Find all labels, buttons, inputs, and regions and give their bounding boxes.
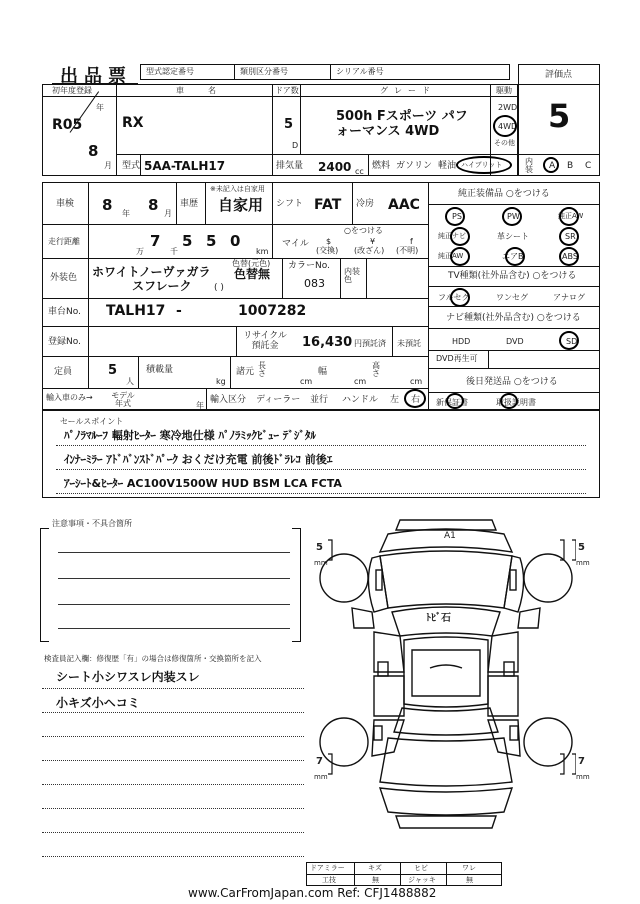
divider [366,258,367,298]
car-diagram [316,512,576,872]
watermark: www.CarFromJapan.com Ref: CFJ1488882 [188,886,437,900]
divider [300,84,301,154]
divider [272,84,273,154]
divider [42,96,518,97]
equip-abs-circle [559,247,579,266]
equip-pw: PW [507,212,520,221]
sales-points-label: セールスポイント [60,417,124,426]
chassis-label: 車台No. [48,307,81,317]
drive-label: 駆動 [496,86,512,95]
equip-pw-circle [502,207,522,226]
legend-r2: 無 [372,876,379,884]
first-reg-label: 初年度登録 [52,86,92,95]
legend-r1: 工技 [322,876,336,884]
length-cm: cm [300,377,313,386]
model-year-label: モデル年式 [111,391,135,408]
height-cm: cm [410,377,423,386]
import-dealer: ディーラー [256,395,301,405]
interior-a-circle [543,157,559,173]
legend-h4: ワレ [462,864,476,872]
interior-color-label: 内装色 [344,267,360,284]
divider [392,326,393,356]
name-label: 車名 [176,86,240,95]
divider [340,258,341,298]
equip-sr: SR [565,232,576,241]
color-label: 外装色 [50,273,78,283]
divider [42,356,428,357]
drive-other: その他 [494,139,515,147]
drive-4wd-circle [493,115,517,137]
divider [230,356,231,388]
divider [42,298,428,299]
mileage-digit-2: 5 [182,232,193,250]
recycle-value: 16,430 [302,335,353,350]
history-note: ※未記入は自家用 [210,185,265,193]
interior-label: 内装 [525,157,533,174]
mileage-man: 万 [136,247,144,256]
dotted-line [42,688,304,689]
reg-label: 登録No. [48,337,81,347]
grade-line1: 500h Fスポーツ パフ [336,109,468,124]
divider [518,154,600,155]
sales-line1: ﾊﾟﾉﾗﾏﾙｰﾌ 輻射ﾋｰﾀｰ 寒冷地仕様 ﾊﾟﾉﾗﾐｯｸﾋﾞｭｰ ﾃﾞｼﾞﾀﾙ [64,429,316,442]
displacement-label: 排気量 [276,161,304,171]
mileage-digit-3: 5 [206,232,217,250]
divider [368,154,369,176]
divider [138,356,139,388]
equip-navi-circle [450,227,470,246]
year-label: 年 [96,103,104,112]
divider [428,368,600,369]
ac-value: AAC [388,197,420,213]
later-warranty-circle [446,393,464,409]
divider [234,64,235,80]
divider [306,874,502,875]
recycle-unit: 円預託済 [354,339,386,348]
inspect-month: 8 [148,196,159,214]
color-no-label: カラーNo. [288,261,330,271]
grade-label: グレード [380,86,436,95]
import-label: 輸入車のみ→ [46,393,93,402]
model-value: 5AA-TALH17 [144,159,226,173]
mileage-sen: 千 [170,247,178,256]
divider [428,328,600,329]
mileage-km: km [256,247,269,256]
equip-sr-circle [559,227,579,246]
handle-left: 左 [390,395,400,405]
first-reg-value: R05 [52,117,83,133]
shift-value: FAT [314,197,342,213]
note-line [58,604,290,605]
mileage-options-title: ○をつける [344,226,383,235]
displacement-unit: cc [355,167,364,176]
interior-c: C [585,161,592,171]
equip-aw2: 純正AW [438,252,464,260]
divider [488,350,489,368]
genuine-title: 純正装備品 ○をつける [458,189,550,199]
caution-bracket-right [292,528,301,642]
tread-rear-left: 7 [316,756,323,767]
equip-abs: ABS [562,252,578,261]
later-title: 後日発送品 ○をつける [466,377,558,387]
tv-fullseg-circle [450,288,470,307]
divider [446,862,447,886]
equip-airbag-circle [505,247,525,266]
history-value: 自家用 [218,196,264,214]
top-id-box [140,64,510,80]
legend-h3: ヒビ [414,864,428,872]
doors-label: ドア数 [275,86,299,95]
divider [205,182,206,224]
caution-label: 注意事項・不具合箇所 [52,519,132,528]
color-line1: ホワイトノーヴァガラ [92,265,211,279]
inspect-year: 8 [102,196,113,214]
mile-label: マイル [282,239,309,249]
tread-rear-left-mm: mm [314,773,328,781]
divider [272,154,273,176]
tread-front-left: 5 [316,542,323,553]
divider [176,182,177,224]
width-cm: cm [354,377,367,386]
chassis-number: 1007282 [238,303,307,319]
equip-leather: 革シート [497,232,529,241]
equip-aw2-circle [450,247,470,266]
import-parallel: 並行 [310,395,329,405]
tread-front-left-mm: mm [314,559,328,567]
fuel-hybrid-circle [456,156,512,174]
tv-fullseg: フルセグ [438,293,470,302]
class-no-label: 類別区分番号 [240,67,288,76]
divider [140,154,141,176]
sales-line2: ｲﾝﾅｰﾐﾗｰ ｱﾄﾞﾊﾞﾝｽﾄﾞﾊﾟｰｸ おくだけ充電 前後ﾄﾞﾗﾚｺ 前後ｴ [64,453,333,466]
navi-sd: SD [566,337,578,346]
capacity-label: 定員 [54,367,73,377]
divider [88,182,89,388]
divider [116,154,518,155]
doors-value: 5 [284,117,294,132]
handle-right-circle [404,389,426,408]
model-year-unit: 年 [196,401,204,410]
tv-analog: アナログ [553,293,585,302]
chassis-prefix: TALH17 [106,303,166,319]
capacity-value: 5 [108,363,118,378]
tv-title: TV種類(社外品含む) ○をつける [448,271,577,281]
chassis-dash: - [176,303,182,319]
mileage-label: 走行距離 [48,237,80,246]
serial-no-label: シリアル番号 [336,67,384,76]
later-manual-circle [500,393,518,409]
divider [282,258,283,298]
legend-r4: 無 [466,876,473,884]
divider [42,388,428,389]
shift-label: シフト [276,199,304,209]
legend-h2: キズ [368,864,382,872]
divider [42,224,428,225]
inspect-month-unit: 月 [164,209,172,218]
tread-front-right: 5 [578,542,585,553]
equip-aw1-circle [559,207,579,226]
load-unit: kg [216,377,226,386]
dims-label: 諸元 [236,367,255,377]
length-label: 長さ [258,361,266,378]
navi-hdd: HDD [452,337,471,346]
divider [330,64,331,80]
recycle-unpaid: 未預託 [397,339,421,348]
dotted-line [42,712,304,713]
note-line [58,628,290,629]
import-class-label: 輸入区分 [210,395,247,405]
drive-2wd: 2WD [498,103,518,112]
legend-h1: ドアミラー [310,864,345,872]
divider [428,266,600,267]
inspector-line2: 小キズ小ヘコミ [56,696,140,710]
dvd-play: DVD再生可 [436,354,478,363]
later-manual: 取扱説明書 [496,398,536,407]
inspect-year-unit: 年 [122,209,130,218]
capacity-unit: 人 [126,377,134,386]
divider [428,286,600,287]
certified-no-label: 型式認定番号 [146,67,194,76]
recycle-label: リサイクル預託金 [243,331,287,351]
handle-right: 右 [411,395,421,405]
caution-bracket-left [40,528,49,642]
load-label: 積載量 [146,365,174,375]
divider [206,388,207,410]
interior-a: A [549,161,556,171]
drive-4wd: 4WD [498,122,518,131]
dotted-line [42,856,304,857]
doors-unit: D [292,141,299,150]
dotted-line [42,784,304,785]
first-reg-month: 8 [88,142,99,160]
equip-aw1: 純正AW [558,212,584,220]
width-label: 幅 [318,367,328,377]
sales-line3: ｱｰｼｰﾄ&ﾋｰﾀｰ AC100V1500W HUD BSM LCA FCTA [64,477,342,490]
fuel-gasoline: ガソリン [396,161,433,171]
divider [428,204,600,205]
color-change: 色替無 [234,267,271,281]
fuel-label: 燃料 [372,161,391,171]
dotted-line [56,445,586,446]
note-line [58,552,290,553]
divider [236,326,237,356]
equip-navi: 純正ナビ [438,232,466,240]
divider [272,224,273,258]
inspect-label: 車検 [56,199,75,209]
inspector-line1: シート小シワスレ内装スレ [56,670,200,684]
handle-label: ハンドル [342,395,379,405]
legend-r3: ジャッキ [408,876,436,884]
mileage-opt-3: (不明) [396,246,419,255]
divider [116,84,117,176]
tv-oneseg: ワンセグ [496,293,528,302]
score-value: 5 [548,97,571,135]
interior-b: B [567,161,574,171]
tread-rear-right-mm: mm [576,773,590,781]
color-paren: ( ) [214,283,224,293]
height-label: 高さ [372,361,380,378]
divider [428,306,600,307]
navi-sd-circle [559,331,579,350]
equip-ps: PS [452,212,462,221]
form-title: 出品票 [60,66,132,87]
displacement-value: 2400 [318,160,352,174]
divider [352,182,353,224]
divider [272,182,273,224]
divider [400,862,401,886]
vehicle-name: RX [122,115,144,131]
mileage-opt-1: (交換) [316,246,339,255]
divider [354,862,355,886]
divider [428,350,600,351]
dotted-line [42,808,304,809]
equip-ps-circle [445,207,465,226]
mileage-mark-2: ¥ [370,237,376,246]
grade-line2: ォーマンス 4WD [336,124,440,139]
score-label: 評価点 [545,70,573,80]
diagram-stone: ﾄﾋﾞ石 [426,613,451,624]
fuel-hybrid: ハイブリット [461,161,503,169]
dotted-line [56,469,586,470]
mileage-mark-3: f [410,237,413,246]
diagram-a1: A1 [444,531,456,541]
mileage-digit-4: 0 [230,232,241,250]
note-line [58,578,290,579]
later-warranty: 新保証書 [436,398,468,407]
navi-dvd: DVD [506,337,524,346]
ac-label: 冷房 [356,199,375,209]
fuel-diesel: 軽油 [438,161,457,171]
equip-airbag: エアB [502,252,524,261]
dotted-line [56,493,586,494]
dotted-line [42,832,304,833]
model-label: 型式 [122,161,141,171]
dotted-line [42,736,304,737]
inspector-label: 検査員記入欄：修復歴「有」の場合は修復箇所・交換箇所を記入 [44,654,262,663]
month-label: 月 [104,161,112,170]
history-label: 車歴 [180,199,199,209]
divider [42,326,428,327]
tread-front-right-mm: mm [576,559,590,567]
dotted-line [42,760,304,761]
divider [428,182,429,410]
color-line2: スフレーク [132,279,192,293]
color-change-small: 色替(元色) [232,259,271,268]
navi-title: ナビ種類(社外品含む) ○をつける [446,313,581,323]
mileage-opt-2: (改ざん) [354,246,385,255]
divider [518,84,600,85]
mileage-digit-1: 7 [150,232,161,250]
mileage-mark-1: $ [326,237,332,246]
tread-rear-right: 7 [578,756,585,767]
color-no-value: 083 [304,277,325,290]
